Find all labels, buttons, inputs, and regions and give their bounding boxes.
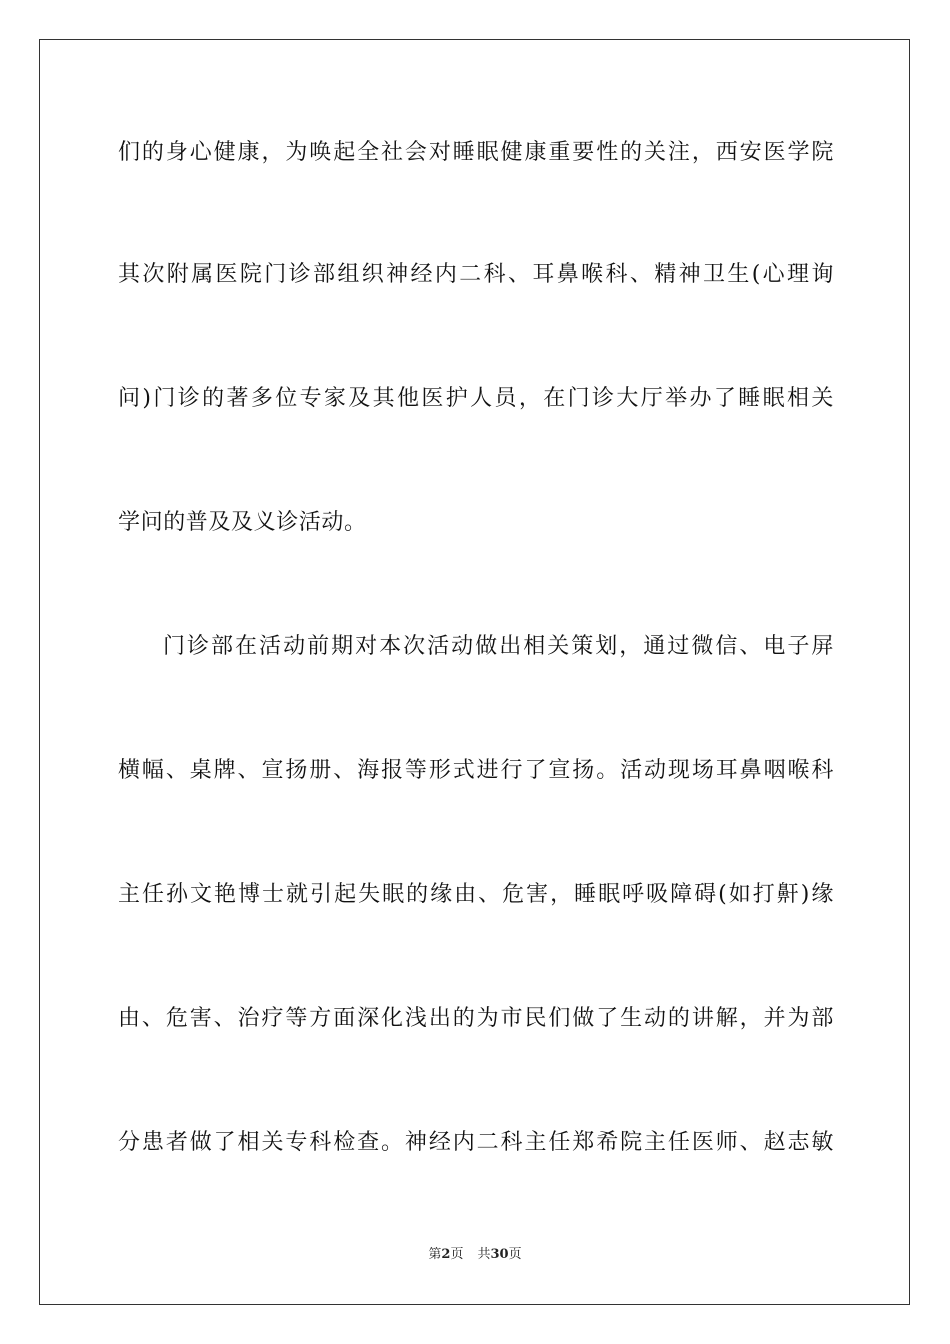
paragraph-line: 其次附属医院门诊部组织神经内二科、耳鼻喉科、精神卫生(心理询 [118, 262, 834, 287]
total-prefix: 共 [477, 1247, 491, 1262]
page-border [39, 39, 910, 1305]
paragraph-line: 门诊部在活动前期对本次活动做出相关策划，通过微信、电子屏 [163, 634, 834, 659]
paragraph-line: 横幅、桌牌、宣扬册、海报等形式进行了宣扬。活动现场耳鼻咽喉科 [118, 758, 834, 783]
total-pages: 30 [490, 1247, 509, 1262]
page-prefix: 第 [428, 1247, 442, 1262]
page-number: 2 [441, 1247, 451, 1262]
paragraph-line: 们的身心健康，为唤起全社会对睡眠健康重要性的关注，西安医学院 [118, 140, 834, 165]
paragraph-line: 主任孙文艳博士就引起失眠的缘由、危害，睡眠呼吸障碍(如打鼾)缘 [118, 882, 834, 907]
paragraph-line: 分患者做了相关专科检查。神经内二科主任郑希院主任医师、赵志敏 [118, 1130, 834, 1155]
paragraph-line: 由、危害、治疗等方面深化浅出的为市民们做了生动的讲解，并为部 [118, 1006, 834, 1031]
page-footer [0, 1246, 950, 1264]
paragraph-line: 学问的普及及义诊活动。 [118, 510, 367, 535]
paragraph-line: 问)门诊的著多位专家及其他医护人员，在门诊大厅举办了睡眠相关 [118, 386, 834, 411]
page-suffix: 页 [450, 1247, 464, 1262]
total-suffix: 页 [508, 1247, 522, 1262]
